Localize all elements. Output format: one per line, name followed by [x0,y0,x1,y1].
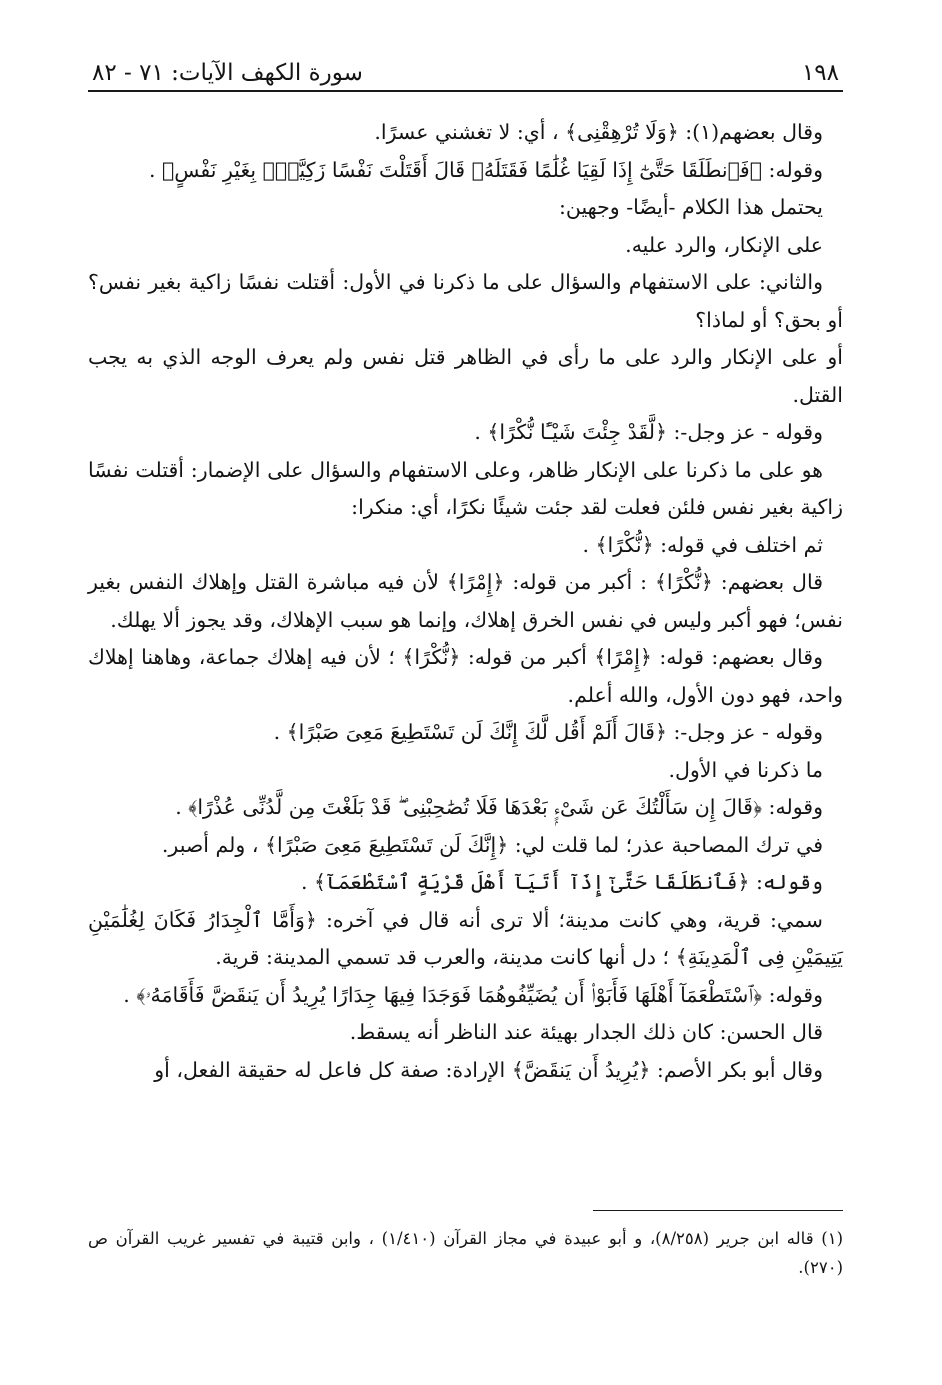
paragraph: وقوله: ﴿فَٱنطَلَقَا حَتَّىٰٓ إِذَا لَقِيَا غُلَٰمًا فَقَتَلَهُۥ قَالَ أَقَتَلْتَ نَفْسًا زَكِيَّةًۢ بِغَيْرِ نَفْسٍ﴾ . [148,157,823,182]
book-page [88,52,843,1342]
paragraph: قال الحسن: كان ذلك الجدار بهيئة عند الناظر أنه يسقط. [349,1020,823,1044]
paragraph: على الإنكار، والرد عليه. [625,232,823,257]
paragraph: وقوله: ﴿قَالَ إِن سَأَلْتُكَ عَن شَىْءٍۭ بَعْدَهَا فَلَا تُصَٰحِبْنِى ۖ قَدْ بَلَغْتَ مِن لَّدُنِّى عُذْرًا﴾ . [175,795,823,819]
paragraph: وقال بعضهم: قوله: ﴿إِمْرًا﴾ أكبر من قوله: ﴿نُّكْرًا﴾ ؛ لأن فيه إهلاك جماعة، وهاهنا إهلاك واحد، فهو دون الأول، والله أعلم. [88,645,843,707]
paragraph: وقوله - عز وجل-: ﴿قَالَ أَلَمْ أَقُل لَّكَ إِنَّكَ لَن تَسْتَطِيعَ مَعِىَ صَبْرًا﴾ . [273,720,823,744]
footnote: (١) قاله ابن جرير (٨/٢٥٨)، و أبو عبيدة في مجاز القرآن (١/٤١٠) ، وابن قتيبة في تفسير غريب القرآن ص (٢٧٠). [88,1229,843,1277]
running-title: سورة الكهف الآيات: ٧١ - ٨٢ [92,59,363,86]
paragraph: يحتمل هذا الكلام -أيضًا- وجهين: [558,195,823,219]
paragraph: وقال أبو بكر الأصم: ﴿يُرِيدُ أَن يَنقَضَّ﴾ الإرادة: صفة كل فاعل له حقيقة الفعل، أو [154,1057,823,1082]
paragraph: في ترك المصاحبة عذر؛ لما قلت لي: ﴿إِنَّكَ لَن تَسْتَطِيعَ مَعِىَ صَبْرًا﴾ ، ولم أصبر. [161,832,823,857]
paragraph: وقال بعضهم(١): ﴿وَلَا تُرْهِقْنِى﴾ ، أي: لا تغشني عسرًا. [374,120,823,144]
paragraph: هو على ما ذكرنا على الإنكار ظاهر، وعلى الاستفهام والسؤال على الإضمار: أقتلت نفسًا زاكية بغير نفس فلئن فعلت لقد جئت شيئًا نكرًا، أي: منكرا: [88,457,843,519]
paragraph: والثاني: على الاستفهام والسؤال على ما ذكرنا في الأول: أقتلت نفسًا زاكية بغير نفس؟ أو بحق؟ أو لماذا؟ [88,270,843,332]
page-header [88,52,843,86]
footnotes [88,1224,843,1282]
paragraph: وقوله: ﴿فَٱنطَلَقَا حَتَّىٰٓ إِذَآ أَتَيَآ أَهْلَ قَرْيَةٍ ٱسْتَطْعَمَآ﴾ . [301,870,823,894]
footnote-rule [593,1210,843,1211]
header-rule [88,90,843,92]
paragraph: ثم اختلف في قوله: ﴿نُّكْرًا﴾ . [582,532,823,557]
paragraph: أو على الإنكار والرد على ما رأى في الظاهر قتل نفس ولم يعرف الوجه الذي به يجب القتل. [88,345,843,407]
paragraph: وقوله - عز وجل-: ﴿لَّقَدْ جِئْتَ شَيْـًٔا نُّكْرًا﴾ . [474,420,823,444]
paragraph: قال بعضهم: ﴿نُّكْرًا﴾ : أكبر من قوله: ﴿إِمْرًا﴾ لأن فيه مباشرة القتل وإهلاك النفس بغير نفس؛ فهو أكبر وليس في نفس الخرق إهلاك، وإنما هو سبب الإهلاك، وقد يجوز ألا يهلك. [88,570,843,632]
paragraph: سمي: قرية، وهي كانت مدينة؛ ألا ترى أنه قال في آخره: ﴿وَأَمَّا ٱلْجِدَارُ فَكَانَ لِغُلَٰمَيْنِ يَتِيمَيْنِ فِى ٱلْمَدِينَةِ﴾ ؛ دل أنها كانت مدينة، والعرب قد تسمي المدينة: قرية. [88,907,843,969]
page-number: ١٩٨ [801,59,839,86]
paragraph: ما ذكرنا في الأول. [668,757,823,782]
paragraph: وقوله: ﴿ٱسْتَطْعَمَآ أَهْلَهَا فَأَبَوْا۟ أَن يُضَيِّفُوهُمَا فَوَجَدَا فِيهَا جِدَارًا يُرِيدُ أَن يَنقَضَّ فَأَقَامَهُۥ﴾ . [123,982,823,1007]
main-text [88,114,843,1089]
